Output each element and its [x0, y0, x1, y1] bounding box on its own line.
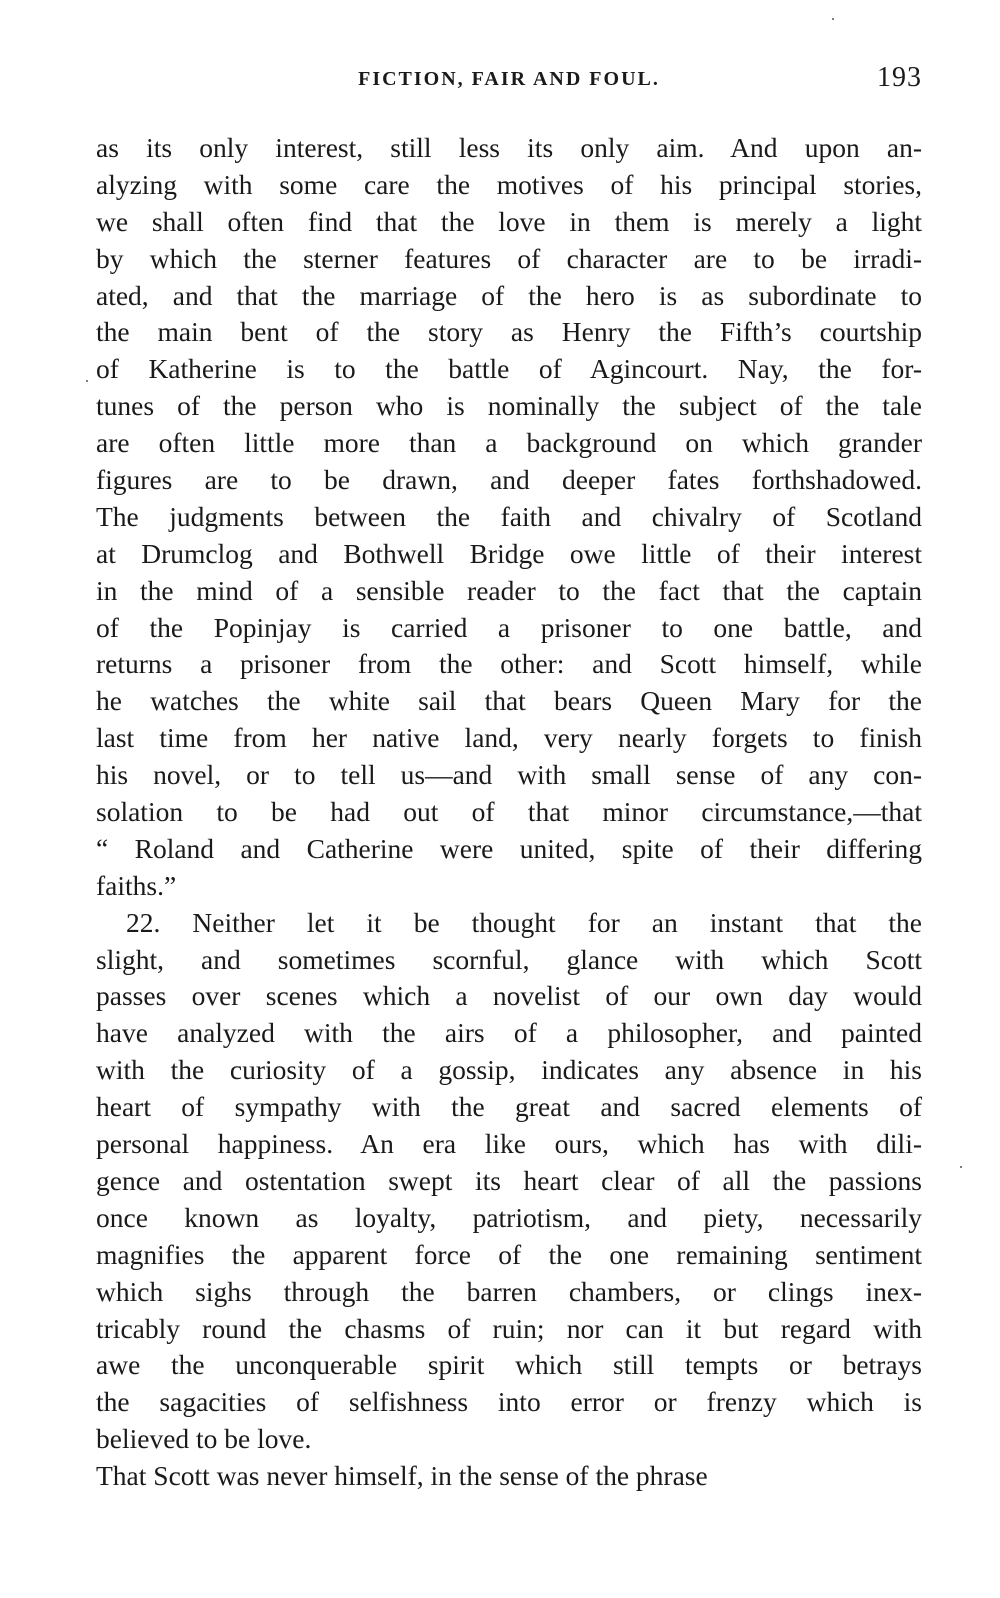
text-line: the sagacities of selfishness into error or frenzy which is	[96, 1386, 922, 1418]
text-line: at Drumclog and Bothwell Bridge owe little of their interest	[96, 537, 922, 569]
text-line: of the Popinjay is carried a prisoner to one battle, and	[96, 611, 922, 643]
running-title: FICTION, FAIR AND FOUL.	[358, 68, 660, 90]
text-line: have analyzed with the airs of a philosopher, and painted	[96, 1017, 922, 1049]
paragraph-start-line: That Scott was never himself, in the sense of the phrase	[96, 1460, 708, 1492]
paper-speck	[960, 1166, 962, 1168]
text-line: the main bent of the story as Henry the Fifth’s courtship	[96, 316, 922, 348]
text-line: solation to be had out of that minor circumstance,—that	[96, 796, 922, 828]
text-line: “ Roland and Catherine were united, spite of their differing	[96, 832, 922, 864]
text-line: of Katherine is to the battle of Agincourt. Nay, the for-	[96, 353, 922, 385]
paragraph-end-line: believed to be love.	[96, 1423, 312, 1455]
text-line: tricably round the chasms of ruin; nor can it but regard with	[96, 1312, 922, 1344]
paper-speck	[86, 380, 88, 382]
text-line: tunes of the person who is nominally the subject of the tale	[96, 390, 922, 422]
paragraph-end-line: faiths.”	[96, 869, 177, 901]
text-line: magnifies the apparent force of the one remaining sentiment	[96, 1238, 922, 1270]
text-line: personal happiness. An era like ours, which has with dili-	[96, 1128, 922, 1160]
text-line: with the curiosity of a gossip, indicates any absence in his	[96, 1054, 922, 1086]
body-text	[96, 130, 922, 1495]
page-number: 193	[877, 62, 922, 93]
text-line: we shall often find that the love in them is merely a light	[96, 205, 922, 237]
text-line: which sighs through the barren chambers, or clings inex-	[96, 1275, 922, 1307]
text-line: figures are to be drawn, and deeper fates forthshadowed.	[96, 464, 922, 496]
text-line: once known as loyalty, patriotism, and piety, necessarily	[96, 1201, 922, 1233]
text-line: are often little more than a background on which grander	[96, 427, 922, 459]
text-line: his novel, or to tell us—and with small sense of any con-	[96, 759, 922, 791]
paper-speck	[832, 18, 834, 20]
text-line: he watches the white sail that bears Queen Mary for the	[96, 685, 922, 717]
text-line: ated, and that the marriage of the hero is as subordinate to	[96, 279, 922, 311]
running-head	[96, 62, 922, 102]
text-line: The judgments between the faith and chivalry of Scotland	[96, 500, 922, 532]
text-line: as its only interest, still less its only aim. And upon an-	[96, 132, 922, 163]
paragraph-start-line: 22. Neither let it be thought for an instant that the	[126, 906, 922, 938]
text-line: heart of sympathy with the great and sacred elements of	[96, 1091, 922, 1123]
text-line: by which the sterner features of character are to be irradi-	[96, 242, 922, 274]
text-line: slight, and sometimes scornful, glance with which Scott	[96, 943, 922, 975]
text-line: returns a prisoner from the other: and Scott himself, while	[96, 648, 922, 680]
text-line: alyzing with some care the motives of his principal stories,	[96, 168, 922, 200]
text-line: in the mind of a sensible reader to the fact that the captain	[96, 574, 922, 606]
text-line: awe the unconquerable spirit which still tempts or betrays	[96, 1349, 922, 1381]
text-line: gence and ostentation swept its heart clear of all the passions	[96, 1164, 922, 1196]
text-line: last time from her native land, very nearly forgets to finish	[96, 722, 922, 754]
text-line: passes over scenes which a novelist of our own day would	[96, 980, 922, 1012]
